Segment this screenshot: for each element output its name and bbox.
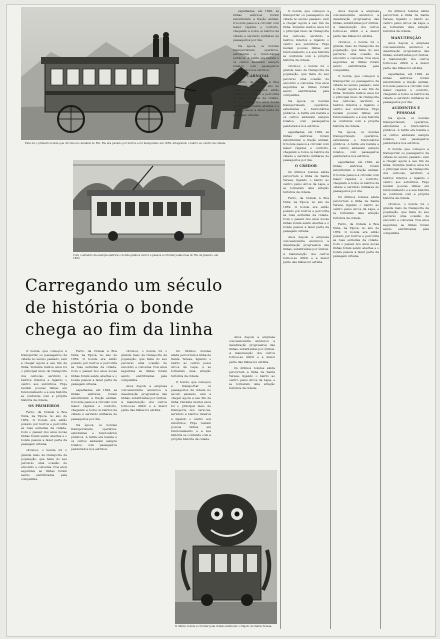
column-5-text: espalhadas, em 1892, as linhas elétricas foram substituindo a tração animal. O bonde passou a circular com maior rapidez e conforto, chegando a todos os bairros da cidade e servindo milhares de passageiros por dia.: [233, 9, 279, 42]
column-7-text: Anos depois a empresa concessionária anunciou a desativação progressiva das linhas, substituídas por ônibus. A manutenção dos carros tornou-se difícil e a maior parte das linhas foi extinta.: [333, 9, 379, 38]
column-5-text-2: Na época, os bondes transportavam operários, estudantes e funcionários públicos. A tarifa era barata e os carros andavam sempre lotados, com passageiros pendurados nos estribos.: [233, 43, 279, 73]
column-6-text-3: Na época, os bondes transportavam operários, estudantes e funcionários públicos. A tarifa era barata e os carros andavam sempre lotados, com passageiros pendurados nos estribos.: [283, 98, 329, 128]
column-8-heading-2: ACIDENTES E PESSOAS: [391, 106, 421, 115]
decorated-tram-photo: [175, 470, 277, 624]
column-7-text-4: Na época, os bondes transportavam operários, estudantes e funcionários públicos. A tarifa era barata e os carros andavam sempre lotados, com passageiros pendurados nos estribos.: [333, 129, 379, 159]
column-4-left-text-2: O bonde, que começou a transportar os passageiros da cidade no século passado, vem a chegar agora a seu fim de linha. Durante muitos anos foi o principal meio de transporte dos cariocas, servindo a bairros inteiros e ligando o centro aos subúrbios. Hoje restam poucas linhas em funcionamento e a sua história se confunde com a própria história da cidade.: [171, 379, 211, 441]
headline-line-2: de história o bonde: [25, 298, 194, 317]
column-1-text-2: Ferro, da Cidade à Boa Vista, na Tijuca, no ano de 1859. O bonde era então puxado por burros e percorria as ruas estreitas da cidade. Com o passar dos anos novas linhas foram sendo abertas e o bonde passou a fazer parte da paisagem urbana.: [21, 409, 67, 447]
column-5-lower: [229, 335, 275, 465]
column-divider: [330, 11, 331, 629]
column-7-text-7: Ferro, da Cidade à Boa Vista, na Tijuca, no ano de 1859. O bonde era então puxado por burros e percorria as ruas estreitas da cidade. Com o passar dos anos novas linhas foram sendo abertas e o bonde passou a fazer parte da paisagem urbana.: [333, 221, 379, 259]
column-6-text-6: Ferro, da Cidade à Boa Vista, na Tijuca, no ano de 1859. O bonde era então puxado por burros e percorria as ruas estreitas da cidade. Com o passar dos anos novas linhas foram sendo abertas e o bonde passou a fazer parte da paisagem urbana.: [283, 196, 329, 234]
column-8-text: Os últimos bondes ainda percorrem a linha de Santa Teresa, ligando o bairro ao centro pelos Arcos da Lapa, e se tornaram uma atração turística da cidade.: [383, 9, 429, 34]
column-8-text-4: Na época, os bondes transportavam operários, estudantes e funcionários públicos. A tarifa era barata e os carros andavam sempre lotados, com passageiros pendurados nos estribos.: [383, 116, 429, 145]
newspaper-page: [6, 4, 436, 637]
column-6-text-5: Os últimos bondes ainda percorrem a linha de Santa Teresa, ligando o bairro ao centro pelos Arcos da Lapa, e se tornaram uma atração turística da cidade.: [283, 169, 329, 195]
column-2-text-3: Na época, os bondes transportavam operários, estudantes e funcionários públicos. A tarifa era barata e os carros andavam sempre lotados, com passageiros pendurados nos estribos.: [71, 422, 117, 452]
top-photo-caption: Este foi o primeiro bonde que circulou no Andarai do Rio. Ele era puxado por burros e foi inaugurado em 1859, integrando o bairro ao centro da cidade.: [25, 142, 226, 145]
column-8-text-5: O bonde, que começou a transportar os passageiros da cidade no século passado, vem a chegar agora a seu fim de linha. Durante muitos anos foi o principal meio de transporte dos cariocas, servindo a bairros inteiros e ligando o centro aos subúrbios. Hoje restam poucas linhas em funcionamento e a sua história se confunde com a própria história da cidade.: [383, 146, 429, 200]
column-8-text-6: circulou, o bonde foi o grande meio de transporte da população, que fazia do seu percurso uma ocasião de encontro e conversa. Nos anos seguintes as linhas foram sendo eletrificadas pela companhia.: [383, 202, 429, 235]
column-5: [233, 9, 279, 309]
column-5-text-3: Ferro, da Cidade à Boa Vista, na Tijuca, no ano de 1859. O bonde era então puxado por burros e percorria as ruas estreitas da cidade. Com o passar dos anos novas linhas foram sendo abertas e o bonde passou a fazer parte da paisagem urbana.: [233, 79, 279, 117]
column-2: [71, 349, 117, 629]
column-7-text-2: circulou, o bonde foi o grande meio de transporte da população, que fazia do seu percurso uma ocasião de encontro e conversa. Nos anos seguintes as linhas foram sendo eletrificadas pela companhia.: [333, 39, 379, 73]
column-8-text-3: espalhadas, em 1892, as linhas elétricas foram substituindo a tração animal. O bonde passou a circular com maior rapidez e conforto, chegando a todos os bairros da cidade e servindo milhares de passageiros por dia.: [383, 71, 429, 105]
headline-line-1: Carregando um século: [25, 276, 223, 295]
column-3: [121, 349, 167, 469]
column-5-lower-text: Anos depois a empresa concessionária anunciou a desativação progressiva das linhas, substituídas por ônibus. A manutenção dos carros tornou-se difícil e a maior parte das linhas foi extinta.: [229, 335, 275, 364]
column-4-left: [171, 349, 211, 469]
column-8-heading: MANUTENÇÃO: [390, 35, 422, 40]
column-divider: [280, 11, 281, 629]
column-6-text: O bonde, que começou a transportar os passageiros da cidade no século passado, vem a chegar agora a seu fim de linha. Durante muitos anos foi o principal meio de transporte dos cariocas, servindo a bairros inteiros e ligando o centro aos subúrbios. Hoje restam poucas linhas em funcionamento e a sua história se confunde com a própria história da cidade.: [283, 9, 329, 63]
column-5-lower-text-2: Os últimos bondes ainda percorrem a linha de Santa Teresa, ligando o bairro ao centro pelos Arcos da Lapa, e se tornaram uma atração turística da cidade.: [229, 365, 275, 391]
column-1-heading: OS PRIMEIROS: [28, 404, 60, 409]
column-4-left-text: Os últimos bondes ainda percorrem a linha de Santa Teresa, ligando o bairro ao centro pelos Arcos da Lapa, e se tornaram uma atração turística da cidade.: [171, 349, 211, 378]
column-2-text: Ferro, da Cidade à Boa Vista, na Tijuca, no ano de 1859. O bonde era então puxado por burros e percorria as ruas estreitas da cidade. Com o passar dos anos novas linhas foram sendo abertas e o bonde passou a fazer parte da paisagem urbana.: [71, 349, 117, 386]
headline-line-3: chega ao fim da linha: [25, 320, 214, 339]
column-divider: [380, 11, 381, 629]
middle-photo-caption: Com o advento da energia elétrica o bonde ganhou motor e passou a circular pelas ruas do Rio de Janeiro, em 1892.: [73, 254, 219, 261]
column-8: [383, 9, 429, 629]
column-6-text-4: espalhadas, em 1892, as linhas elétricas foram substituindo a tração animal. O bonde passou a circular com maior rapidez e conforto, chegando a todos os bairros da cidade e servindo milhares de passageiros por dia.: [283, 129, 329, 163]
column-6-text-7: Anos depois a empresa concessionária anunciou a desativação progressiva das linhas, substituídas por ônibus. A manutenção dos carros tornou-se difícil e a maior parte das linhas foi extinta.: [283, 235, 329, 264]
column-6-text-2: circulou, o bonde foi o grande meio de transporte da população, que fazia do seu percurso uma ocasião de encontro e conversa. Nos anos seguintes as linhas foram sendo eletrificadas pela companhia.: [283, 64, 329, 97]
electric-tram-photo: [73, 160, 225, 252]
column-7: [333, 9, 379, 629]
bottom-photo-caption: O último bonde a circular pela cidade ainda faz o trajeto de Santa Teresa.: [175, 625, 273, 628]
column-1-text-3: circulou, o bonde foi o grande meio de transporte da população, que fazia do seu percurso uma ocasião de encontro e conversa. Nos anos seguintes as linhas foram sendo eletrificadas pela companhia.: [21, 448, 67, 482]
column-1: [21, 349, 67, 629]
column-7-text-5: espalhadas, em 1892, as linhas elétricas foram substituindo a tração animal. O bonde passou a circular com maior rapidez e conforto, chegando a todos os bairros da cidade e servindo milhares de passageiros por dia.: [333, 160, 379, 193]
column-3-text-2: Anos depois a empresa concessionária anunciou a desativação progressiva das linhas, substituídas por ônibus. A manutenção dos carros tornou-se difícil e a maior parte das linhas foi extinta.: [121, 383, 167, 413]
column-1-text: O bonde, que começou a transportar os passageiros da cidade no século passado, vem a chegar agora a seu fim de linha. Durante muitos anos foi o principal meio de transporte dos cariocas, servindo a bairros inteiros e ligando o centro aos subúrbios. Hoje restam poucas linhas em funcionamento e a sua história se confunde com a própria história da cidade.: [21, 349, 67, 403]
column-2-text-2: espalhadas, em 1892, as linhas elétricas foram substituindo a tração animal. O bonde passou a circular com maior rapidez e conforto, chegando a todos os bairros da cidade e servindo milhares de passageiros por dia.: [71, 387, 117, 421]
column-7-text-6: Os últimos bondes ainda percorrem a linha de Santa Teresa, ligando o bairro ao centro pelos Arcos da Lapa, e se tornaram uma atração turística da cidade.: [333, 195, 379, 220]
column-3-text: circulou, o bonde foi o grande meio de transporte da população, que fazia do seu percurso uma ocasião de encontro e conversa. Nos anos seguintes as linhas foram sendo eletrificadas pela companhia.: [121, 349, 167, 382]
column-6: [283, 9, 329, 629]
column-7-text-3: O bonde, que começou a transportar os passageiros da cidade no século passado, vem a chegar agora a seu fim de linha. Durante muitos anos foi o principal meio de transporte dos cariocas, servindo a bairros inteiros e ligando o centro aos subúrbios. Hoje restam poucas linhas em funcionamento e a sua história se confunde com a própria história da cidade.: [333, 74, 379, 128]
column-6-heading: O CREDOR: [295, 164, 317, 169]
headline: [25, 275, 235, 341]
column-8-text-2: Anos depois a empresa concessionária anunciou a desativação progressiva das linhas, substituídas por ônibus. A manutenção dos carros tornou-se difícil e a maior parte das linhas foi extinta.: [383, 40, 429, 70]
column-5-heading: O CARNAVAL: [242, 74, 270, 79]
